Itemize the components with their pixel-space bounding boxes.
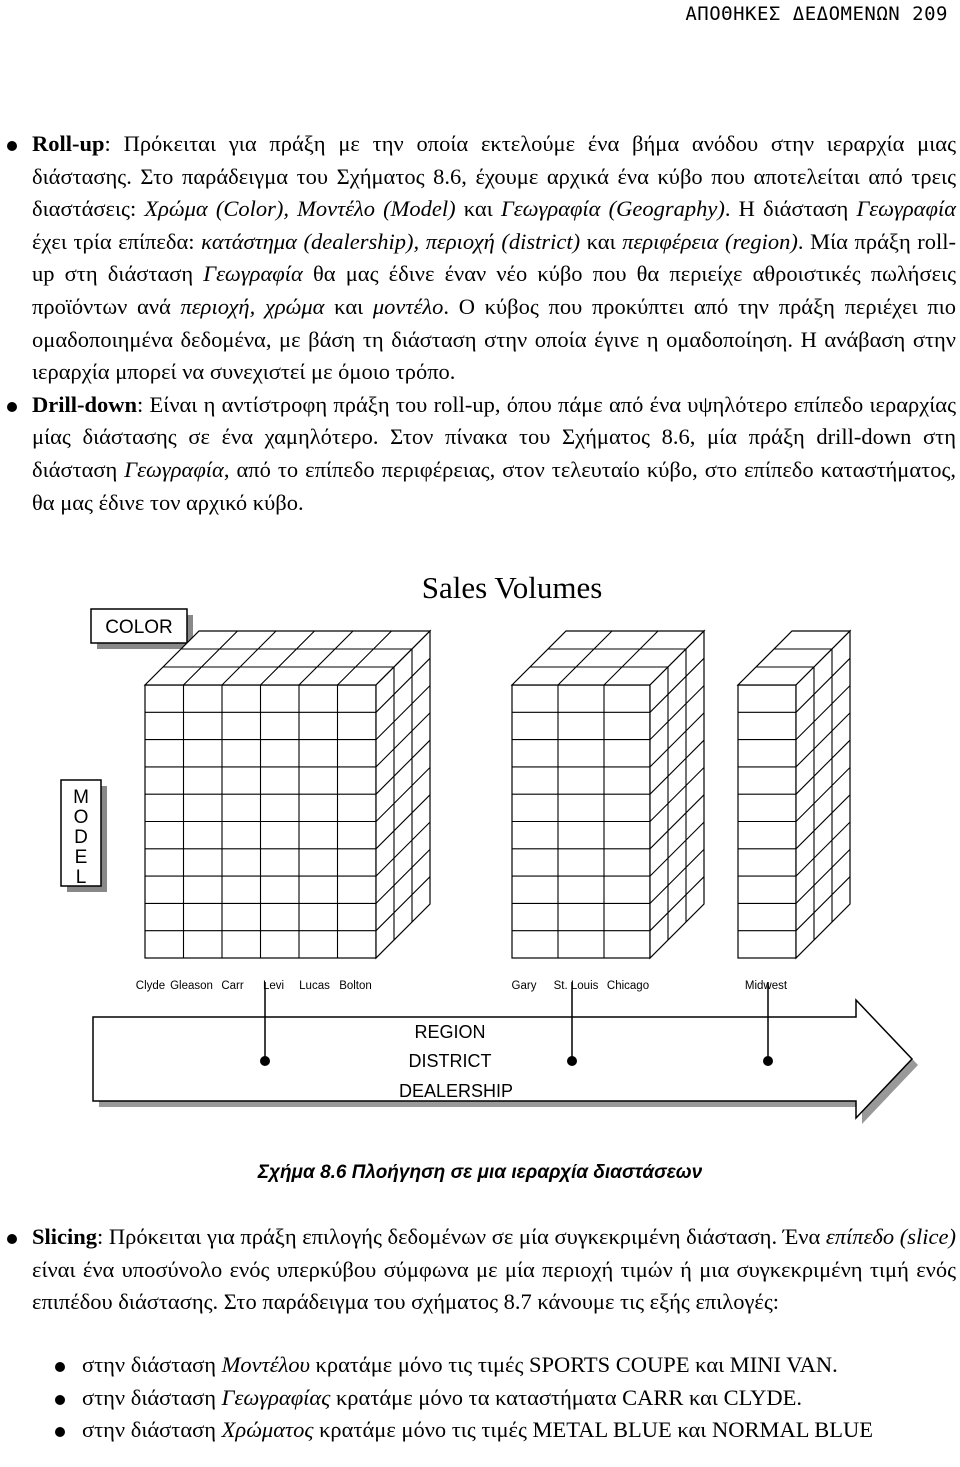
cube-axis-label: Clyde bbox=[135, 980, 166, 992]
top-bullet-list bbox=[32, 128, 956, 519]
text-segment: είναι ένα υποσύνολο ενός υπερκύβου σύμφωνα με μία περιοχή τιμών ή μια συγκεκριμένη τιμή ενός επιπέδου διάστασης. Στο παράδειγμα του σχήματος 8.7 κάνουμε τις εξής επιλογές: bbox=[32, 1256, 956, 1315]
cube-district bbox=[512, 631, 704, 958]
text-segment: στην διάσταση bbox=[82, 1384, 222, 1410]
text-segment: Χρώματος bbox=[221, 1417, 314, 1443]
figure-sales-volumes bbox=[0, 560, 960, 1160]
text-segment: κρατάμε μόνο τις τιμές METAL BLUE και NORMAL BLUE bbox=[313, 1417, 874, 1443]
text-segment: , από το επίπεδο περιφέρειας, στον τελευταίο κύβο, στο επίπεδο καταστήματος, θα μας έδινε τον αρχικό κύβο. bbox=[32, 456, 956, 515]
color-label: COLOR bbox=[105, 617, 173, 638]
bullet-dot bbox=[55, 1427, 65, 1437]
sub-bullet-text bbox=[82, 1417, 873, 1442]
text-segment: περιοχή, χρώμα bbox=[180, 293, 325, 319]
cube-region bbox=[738, 631, 850, 958]
text-segment: και bbox=[580, 228, 623, 254]
model-letter: L bbox=[75, 867, 87, 888]
model-letter: M bbox=[73, 787, 89, 808]
model-letter: D bbox=[74, 827, 88, 848]
text-segment: κρατάμε μόνο τα καταστήματα CARR και CLYDE. bbox=[330, 1384, 802, 1410]
hierarchy-district: DISTRICT bbox=[408, 1051, 492, 1071]
cube-axis-label: Gary bbox=[511, 980, 537, 992]
text-segment: : Πρόκειται για πράξη με την οποία εκτελούμε ένα βήμα ανόδου στην ιεραρχία μιας διάστασης. Στο παράδειγμα του Σχήματος 8.6, έχουμε αρχικά ένα κύβο που αποτελείται από τρεις διαστάσεις: bbox=[32, 131, 956, 222]
rollup-body bbox=[32, 131, 956, 384]
text-segment: Χρώμα (Color), Μοντέλο (Model) bbox=[144, 196, 456, 222]
pointer-dealership-dot bbox=[260, 1056, 270, 1066]
bullet-slicing bbox=[32, 1221, 956, 1319]
text-segment: Γεωγραφία bbox=[203, 261, 303, 287]
sub-bullet-geography bbox=[82, 1382, 956, 1415]
pointer-district-dot bbox=[567, 1056, 577, 1066]
text-segment: . Μία πράξη roll-up στη διάσταση bbox=[32, 228, 957, 287]
cube-axis-label: Lucas bbox=[299, 980, 330, 992]
text-segment: Γεωγραφίας bbox=[221, 1384, 331, 1410]
figure-caption: Σχήμα 8.6 Πλοήγηση σε μια ιεραρχία διαστάσεων bbox=[257, 1162, 703, 1183]
bullet-dot bbox=[7, 1234, 17, 1244]
sub-bullet-color bbox=[82, 1414, 956, 1447]
text-segment: Γεωγραφία bbox=[124, 456, 224, 482]
sub-bullet-model bbox=[82, 1349, 956, 1382]
term-slicing: Slicing bbox=[32, 1224, 98, 1249]
text-segment: μοντέλο bbox=[372, 293, 444, 319]
bullet-drilldown bbox=[32, 389, 956, 519]
cube-labels bbox=[136, 980, 788, 992]
text-segment: κατάστημα (dealership), περιοχή (district) bbox=[201, 228, 581, 254]
term-rollup: Roll-up bbox=[32, 131, 105, 156]
model-letter: E bbox=[74, 847, 88, 868]
bullet-dot bbox=[55, 1362, 65, 1372]
text-segment: και bbox=[324, 293, 373, 319]
text-segment: επίπεδο (slice) bbox=[825, 1224, 956, 1249]
text-segment: Μοντέλου bbox=[221, 1352, 310, 1377]
text-segment: : Είναι η αντίστροφη πράξη του roll-up, όπου πάμε από ένα υψηλότερο επίπεδο ιεραρχίας μίας διάστασης σε ένα χαμηλότερο. Στον πίνακα του Σχήματος 8.6, μία πράξη drill-down στη διάσταση bbox=[32, 391, 956, 482]
figure-title: Sales Volumes bbox=[421, 570, 603, 605]
bullet-dot bbox=[7, 402, 17, 412]
running-head: ΑΠΟΘΗΚΕΣ ΔΕΔΟΜΕΝΩΝ 209 bbox=[685, 3, 948, 25]
cube-axis-label: Midwest bbox=[744, 980, 788, 992]
cube-dealership bbox=[145, 631, 430, 958]
cube-axis-label: Carr bbox=[221, 980, 244, 992]
pointer-region-dot bbox=[763, 1056, 773, 1066]
text-segment: . Ο κύβος που προκύπτει από την πράξη περιέχει πιο ομαδοποιημένα δεδομένα, με βάση τη διάσταση στην οποία έγινε η ομαδοποίηση. Η ανάβαση στην ιεραρχία μπορεί να συνεχιστεί με όμοιο τρόπο. bbox=[32, 293, 957, 385]
cube-axis-label: Levi bbox=[262, 980, 285, 992]
bullet-dot bbox=[55, 1395, 65, 1405]
hierarchy-region: REGION bbox=[414, 1022, 486, 1042]
text-segment: περιφέρεια (region) bbox=[622, 228, 798, 254]
text-segment: Γεωγραφία bbox=[856, 196, 957, 222]
text-segment: . Η διάσταση bbox=[724, 196, 857, 222]
text-segment: κρατάμε μόνο τις τιμές SPORTS COUPE και MINI VAN. bbox=[309, 1352, 838, 1377]
drilldown-body bbox=[32, 392, 956, 515]
term-drilldown: Drill-down bbox=[32, 391, 138, 417]
model-letter: O bbox=[73, 807, 89, 828]
text-segment: : Πρόκειται για πράξη επιλογής δεδομένων σε μία συγκεκριμένη διάσταση. Ένα bbox=[97, 1224, 826, 1249]
text-segment: και bbox=[455, 196, 501, 222]
bottom-bullet-list bbox=[32, 1221, 956, 1319]
bullet-dot bbox=[7, 141, 17, 151]
bullet-rollup bbox=[32, 128, 956, 389]
slicing-sub-list bbox=[82, 1349, 956, 1447]
hierarchy-dealership: DEALERSHIP bbox=[398, 1081, 514, 1101]
cube-axis-label: St. Louis bbox=[553, 980, 599, 992]
slicing-body bbox=[32, 1224, 956, 1314]
figure-svg bbox=[0, 560, 960, 1160]
text-segment: στην διάσταση bbox=[82, 1417, 222, 1443]
text-segment: Γεωγραφία (Geography) bbox=[500, 196, 725, 222]
text-segment: έχει τρία επίπεδα: bbox=[32, 228, 202, 254]
sub-bullet-text bbox=[82, 1352, 838, 1377]
sub-bullet-text bbox=[82, 1385, 802, 1410]
cube-axis-label: Bolton bbox=[339, 980, 372, 992]
cube-axis-label: Gleason bbox=[170, 980, 213, 992]
text-segment: θα μας έδινε έναν νέο κύβο που θα περιείχε αθροιστικές πωλήσεις προϊόντων ανά bbox=[32, 261, 956, 319]
cube-axis-label: Chicago bbox=[606, 980, 650, 992]
text-segment: στην διάσταση bbox=[82, 1352, 222, 1377]
